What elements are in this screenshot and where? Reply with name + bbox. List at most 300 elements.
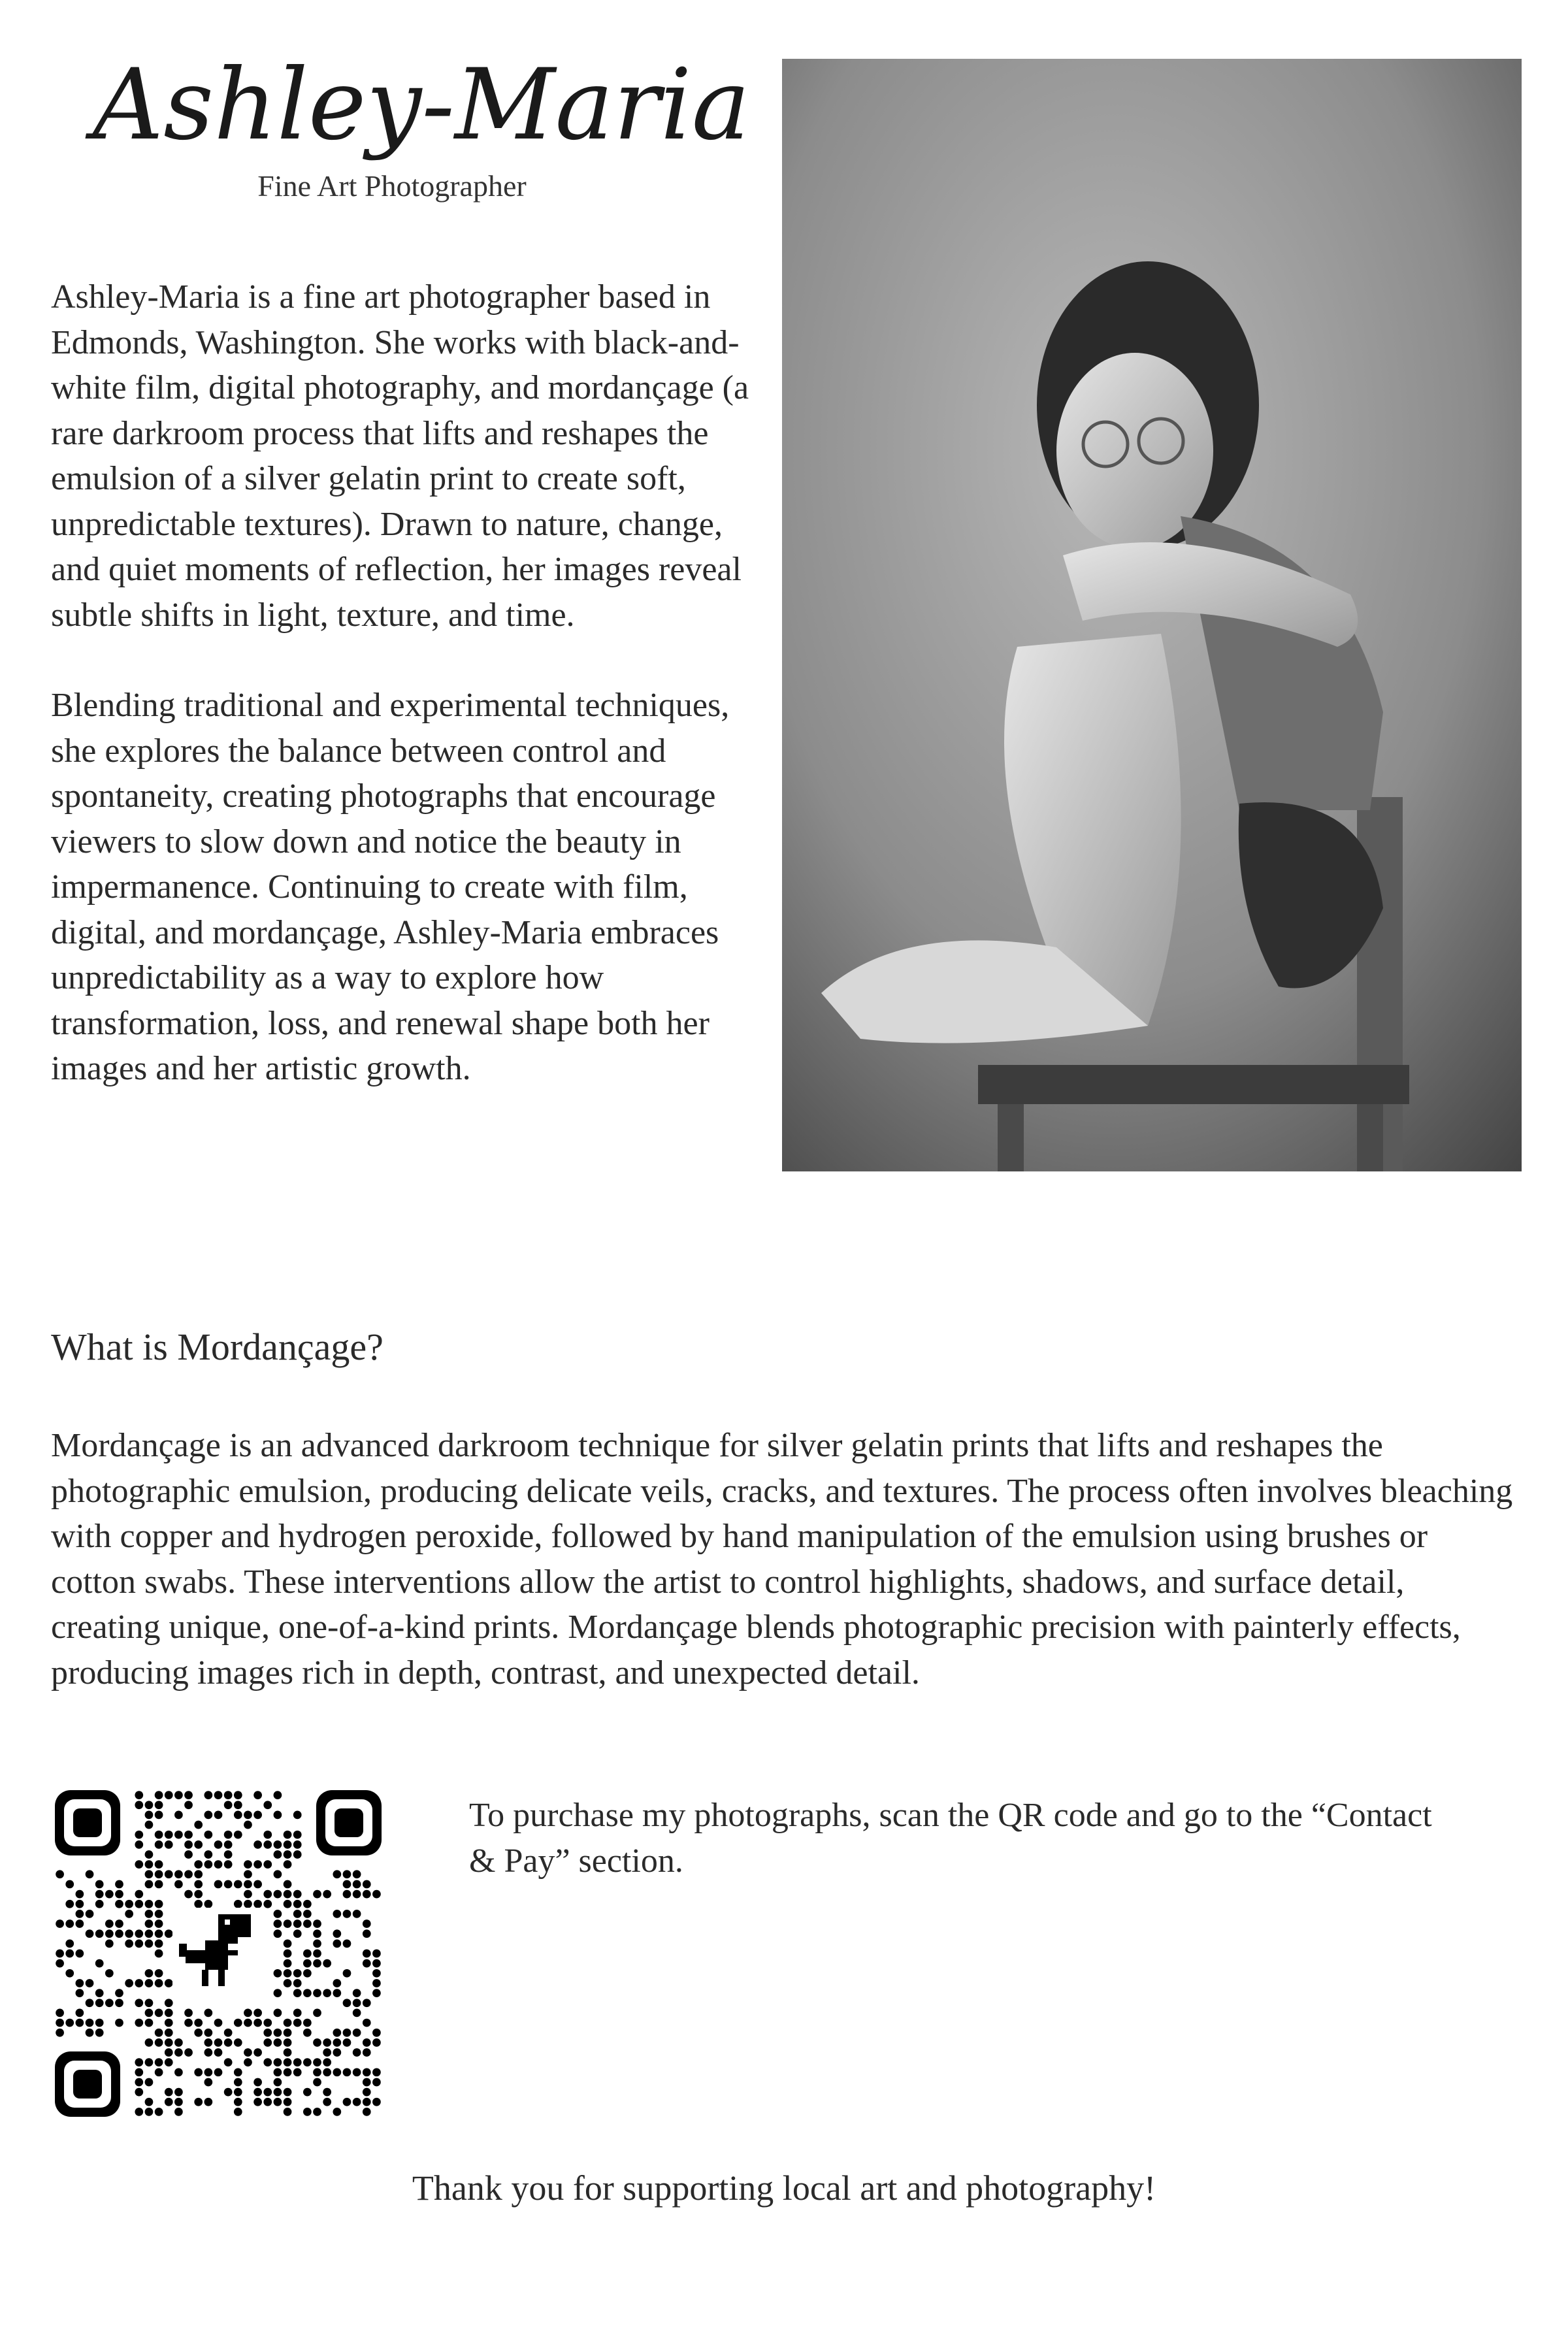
qr-dot	[274, 1890, 282, 1899]
qr-dot	[363, 1919, 371, 1928]
qr-dot	[323, 1890, 331, 1899]
qr-dot	[76, 1890, 84, 1899]
qr-dot	[56, 2029, 64, 2037]
qr-dot	[155, 1910, 163, 1918]
qr-dot	[224, 2038, 233, 2047]
qr-dot	[234, 1880, 242, 1889]
qr-dot	[194, 1890, 203, 1899]
qr-dot	[165, 1840, 173, 1849]
qr-dot	[363, 1880, 371, 1889]
qr-dot	[303, 1959, 312, 1968]
qr-dot	[353, 2009, 361, 2017]
qr-dot	[372, 1890, 381, 1899]
qr-dot	[234, 2038, 242, 2047]
qr-dot	[353, 1989, 361, 1997]
qr-dot	[145, 1811, 154, 1820]
qr-dot	[194, 1880, 203, 1889]
qr-dot	[224, 1801, 233, 1809]
qr-dot	[253, 2088, 262, 2097]
qr-dot	[372, 1969, 381, 1978]
qr-dot	[293, 1969, 302, 1978]
qr-dot	[165, 2048, 173, 2057]
qr-dot	[274, 2068, 282, 2076]
qr-dot	[115, 1919, 123, 1928]
qr-dot	[204, 1860, 212, 1869]
qr-dot	[145, 1870, 154, 1878]
qr-dot	[145, 1919, 154, 1928]
qr-dot	[343, 1939, 351, 1948]
qr-dot	[313, 1989, 321, 1997]
qr-dot	[293, 1989, 302, 1997]
qr-dot	[56, 1950, 64, 1958]
qr-dot	[263, 1831, 272, 1839]
qr-dot	[372, 2068, 381, 2076]
qr-dot	[204, 2078, 212, 2087]
qr-dot	[274, 2058, 282, 2066]
qr-dot	[115, 1880, 123, 1889]
qr-dot	[363, 2078, 371, 2087]
qr-dot	[363, 2088, 371, 2097]
qr-dot	[303, 2108, 312, 2116]
qr-dot	[105, 1919, 114, 1928]
qr-dot	[65, 1939, 74, 1948]
qr-dot	[372, 1989, 381, 1997]
qr-dot	[204, 2029, 212, 2037]
qr-dot	[333, 1929, 341, 1938]
qr-dot	[86, 1979, 94, 1987]
qr-dot	[165, 2088, 173, 2097]
qr-dot	[204, 1831, 212, 1839]
qr-dot	[135, 1979, 143, 1987]
bio-paragraph-1: Ashley-Maria is a fine art photographer based in Edmonds, Washington. She works with black-and-white film, digital photography, and mordançage (a rare darkroom process that lifts and reshapes the emulsion of a silver gelatin print to create soft, unpredictable textures). Drawn to nature, change, and quiet moments of reflection, her images reveal subtle shifts in light, texture, and time.	[51, 278, 749, 634]
qr-dot	[284, 2048, 292, 2057]
qr-dot	[284, 1890, 292, 1899]
qr-dot	[184, 1840, 193, 1849]
qr-dot	[284, 1880, 292, 1889]
photographer-role: Fine Art Photographer	[257, 169, 527, 203]
qr-dot	[372, 2038, 381, 2047]
qr-dot	[76, 1900, 84, 1908]
qr-dot	[184, 2048, 193, 2057]
qr-dot	[303, 2088, 312, 2097]
qr-dot	[263, 2038, 272, 2047]
qr-dot	[174, 2068, 183, 2076]
qr-dot	[174, 2038, 183, 2047]
qr-dot	[56, 1870, 64, 1878]
qr-dot	[125, 1979, 133, 1987]
qr-dot	[145, 2108, 154, 2116]
qr-dot	[303, 1989, 312, 1997]
qr-dot	[244, 1811, 252, 1820]
qr-dot	[135, 1831, 143, 1839]
qr-dot	[293, 2068, 302, 2076]
qr-dot	[86, 2029, 94, 2037]
qr-dot	[333, 2038, 341, 2047]
qr-dot	[194, 2098, 203, 2106]
qr-dot	[234, 1801, 242, 1809]
qr-dot	[165, 1979, 173, 1987]
qr-dot	[313, 2108, 321, 2116]
qr-dot	[155, 1929, 163, 1938]
qr-dot	[293, 2058, 302, 2066]
qr-dot	[333, 2108, 341, 2116]
qr-dot	[263, 1801, 272, 1809]
qr-dot	[323, 2088, 331, 2097]
qr-dot	[274, 2009, 282, 2017]
qr-dot	[155, 1840, 163, 1849]
qr-dot	[214, 1811, 223, 1820]
qr-dot	[135, 1791, 143, 1799]
qr-dot	[155, 1969, 163, 1978]
photographer-signature	[92, 47, 751, 171]
qr-dot	[165, 1791, 173, 1799]
qr-dot	[313, 2068, 321, 2076]
qr-dot	[135, 1801, 143, 1809]
qr-dot	[274, 2078, 282, 2087]
qr-dot	[56, 2019, 64, 2027]
qr-dot	[155, 2029, 163, 2037]
qr-dot	[214, 2068, 223, 2076]
qr-dot	[135, 2108, 143, 2116]
qr-dot	[95, 1929, 104, 1938]
qr-dot	[145, 2038, 154, 2047]
qr-dot	[86, 1929, 94, 1938]
qr-dot	[313, 2078, 321, 2087]
qr-dot	[76, 1950, 84, 1958]
qr-dot	[274, 1811, 282, 1820]
qr-dot	[194, 2019, 203, 2027]
qr-dot	[313, 1939, 321, 1948]
qr-dot	[293, 1850, 302, 1859]
qr-dot	[135, 2019, 143, 2027]
qr-dot	[323, 2048, 331, 2057]
qr-dot	[313, 2009, 321, 2017]
qr-dot	[303, 1900, 312, 1908]
qr-dot	[194, 1860, 203, 1869]
qr-dot	[274, 1850, 282, 1859]
qr-dot	[204, 2009, 212, 2017]
qr-dot	[284, 1900, 292, 1908]
qr-dot	[274, 1929, 282, 1938]
qr-dot	[343, 1880, 351, 1889]
qr-dot	[284, 2058, 292, 2066]
qr-dot	[224, 1791, 233, 1799]
qr-dot	[363, 2048, 371, 2057]
qr-dot	[244, 2058, 252, 2066]
qr-dot	[155, 1811, 163, 1820]
qr-dot	[303, 2029, 312, 2037]
purchase-instructions: To purchase my photographs, scan the QR code and go to the “Contact & Pay” section.	[469, 1797, 1432, 1880]
qr-dot	[263, 1840, 272, 1849]
qr-dot	[115, 2019, 123, 2027]
qr-dot	[165, 1929, 173, 1938]
qr-dot	[76, 1910, 84, 1918]
qr-dot	[284, 2098, 292, 2106]
qr-dot	[244, 1860, 252, 1869]
qr-dot	[234, 2078, 242, 2087]
qr-dot	[313, 1919, 321, 1928]
qr-dot	[284, 1919, 292, 1928]
qr-dot	[293, 1900, 302, 1908]
qr-dot	[135, 1840, 143, 1849]
qr-dot	[184, 1850, 193, 1859]
qr-dot	[284, 2108, 292, 2116]
qr-dot	[224, 2058, 233, 2066]
qr-dot	[95, 1890, 104, 1899]
qr-dot	[303, 1969, 312, 1978]
qr-dot	[313, 1890, 321, 1899]
qr-dot	[214, 1860, 223, 1869]
qr-dot	[353, 1999, 361, 2007]
qr-dot	[145, 1850, 154, 1859]
qr-dot	[323, 2068, 331, 2076]
qr-dot	[194, 1840, 203, 1849]
qr-dot	[244, 2019, 252, 2027]
qr-dot	[65, 2019, 74, 2027]
qr-dot	[343, 2068, 351, 2076]
qr-dot	[65, 1919, 74, 1928]
qr-dot	[284, 2068, 292, 2076]
qr-dot	[165, 2058, 173, 2066]
qr-dot	[263, 2058, 272, 2066]
qr-dot	[293, 1919, 302, 1928]
qr-dot	[95, 1880, 104, 1889]
qr-dot	[224, 2029, 233, 2037]
qr-dot	[125, 1939, 133, 1948]
qr-dot	[284, 2019, 292, 2027]
qr-dot	[363, 1959, 371, 1968]
artist-portrait-photo	[782, 59, 1522, 1171]
qr-dot	[284, 2038, 292, 2047]
qr-dot	[303, 2019, 312, 2027]
qr-dot	[224, 1860, 233, 1869]
qr-dot	[105, 1890, 114, 1899]
qr-dot	[234, 2019, 242, 2027]
qr-dot	[244, 1821, 252, 1829]
qr-dot	[333, 1979, 341, 1987]
qr-dot	[155, 2009, 163, 2017]
qr-dot	[274, 2088, 282, 2097]
qr-finder-top-left	[55, 1790, 120, 1855]
qr-dot	[184, 1791, 193, 1799]
qr-dot	[115, 1999, 123, 2007]
qr-dot	[56, 1919, 64, 1928]
qr-dot	[353, 1870, 361, 1878]
qr-dot	[155, 1979, 163, 1987]
qr-dot	[125, 1900, 133, 1908]
qr-dot	[274, 2038, 282, 2047]
qr-dot	[174, 1870, 183, 1878]
qr-dot	[284, 1860, 292, 1869]
qr-dot	[145, 2058, 154, 2066]
qr-dot	[95, 2029, 104, 2037]
qr-dot	[293, 1910, 302, 1918]
qr-dot	[145, 1969, 154, 1978]
qr-dot	[333, 2068, 341, 2076]
bio-paragraph-2: Blending traditional and experimental techniques, she explores the balance between control and spontaneity, creating photographs that encourage viewers to slow down and notice the beauty in impermanence. Continuing to create with film, digital, and mordançage, Ashley-Maria embraces unpredictability as a way to explore how transformation, loss, and renewal shape both her images and her artistic growth.	[51, 687, 730, 1087]
qr-dot	[86, 1999, 94, 2007]
qr-dot	[155, 1860, 163, 1869]
qr-dot	[86, 1910, 94, 1918]
qr-dot	[263, 1890, 272, 1899]
qr-dot	[145, 1929, 154, 1938]
qr-dot	[145, 2009, 154, 2017]
qr-dot	[224, 2088, 233, 2097]
qr-dot	[303, 2058, 312, 2066]
qr-dot	[363, 2068, 371, 2076]
qr-dot	[372, 2078, 381, 2087]
qr-dot	[214, 2038, 223, 2047]
qr-dot	[65, 1880, 74, 1889]
qr-dot	[214, 1880, 223, 1889]
qr-dot	[86, 2019, 94, 2027]
qr-dot	[253, 1860, 262, 1869]
qr-dot	[343, 2038, 351, 2047]
qr-dot	[343, 2029, 351, 2037]
qr-dot	[174, 1831, 183, 1839]
qr-dot	[253, 2019, 262, 2027]
qr-dot	[343, 2098, 351, 2106]
section-heading: What is Mordançage?	[51, 1326, 384, 1368]
qr-dot	[204, 1900, 212, 1908]
qr-dot	[343, 1870, 351, 1878]
qr-dot	[204, 2098, 212, 2106]
qr-finder-bottom-left	[55, 2051, 120, 2117]
qr-dot	[313, 1950, 321, 1958]
qr-dot	[204, 2038, 212, 2047]
qr-dot	[333, 2029, 341, 2037]
qr-dot	[95, 1989, 104, 1997]
qr-dot	[165, 1999, 173, 2007]
qr-dot	[313, 1959, 321, 1968]
qr-dot	[244, 1900, 252, 1908]
qr-dot	[165, 2098, 173, 2106]
qr-dot	[263, 2088, 272, 2097]
qr-dot	[263, 2019, 272, 2027]
qr-dot	[194, 2029, 203, 2037]
qr-dot	[155, 1870, 163, 1878]
qr-dot	[174, 1880, 183, 1889]
qr-dot	[234, 1811, 242, 1820]
qr-dot	[204, 1811, 212, 1820]
qr-dot	[155, 2108, 163, 2116]
qr-dot	[372, 1979, 381, 1987]
qr-dot	[253, 1880, 262, 1889]
qr-dot	[303, 1950, 312, 1958]
qr-dot	[353, 2048, 361, 2057]
qr-dot	[244, 1890, 252, 1899]
qr-dot	[253, 2078, 262, 2087]
qr-dot	[145, 1880, 154, 1889]
qr-dot	[155, 1831, 163, 1839]
qr-dot	[56, 2009, 64, 2017]
qr-dot	[155, 1801, 163, 1809]
qr-dot	[135, 1939, 143, 1948]
qr-dot	[234, 2108, 242, 2116]
qr-dot	[284, 2088, 292, 2097]
qr-dot	[363, 1929, 371, 1938]
qr-dot	[184, 1870, 193, 1878]
qr-dot	[253, 2098, 262, 2106]
qr-dot	[76, 2019, 84, 2027]
qr-finder-top-right	[316, 1790, 382, 1855]
qr-dot	[174, 1791, 183, 1799]
qr-dot	[165, 2009, 173, 2017]
qr-dot	[363, 2098, 371, 2106]
qr-dot	[333, 1939, 341, 1948]
qr-dot	[214, 1840, 223, 1849]
qr-dot	[274, 1919, 282, 1928]
qr-dot	[284, 1831, 292, 1839]
qr-dot	[234, 1791, 242, 1799]
qr-dot	[263, 1900, 272, 1908]
qr-dot	[184, 1801, 193, 1809]
qr-dot	[234, 2068, 242, 2076]
qr-dot	[165, 2029, 173, 2037]
qr-dot	[204, 1850, 212, 1859]
qr-dot	[145, 1910, 154, 1918]
qr-dot	[145, 1900, 154, 1908]
qr-dot	[293, 1890, 302, 1899]
qr-dot	[135, 1999, 143, 2007]
qr-dot	[234, 2098, 242, 2106]
qr-dot	[135, 1890, 143, 1899]
qr-dot	[194, 1821, 203, 1829]
qr-dot	[274, 1989, 282, 1997]
qr-dot	[323, 2038, 331, 2047]
qr-dot	[155, 1791, 163, 1799]
qr-dot	[145, 1860, 154, 1869]
qr-dot	[274, 1840, 282, 1849]
artist-bio	[51, 274, 776, 1137]
qr-dot	[293, 2009, 302, 2017]
thank-you-message: Thank you for supporting local art and photography!	[412, 2168, 1156, 2208]
qr-dot	[293, 1831, 302, 1839]
qr-dot	[284, 1840, 292, 1849]
qr-dot	[165, 1870, 173, 1878]
qr-dot	[293, 1929, 302, 1938]
qr-dot	[263, 2029, 272, 2037]
qr-dot	[105, 1999, 114, 2007]
qr-dot	[333, 1870, 341, 1878]
qr-dot	[76, 1919, 84, 1928]
qr-dot	[76, 1979, 84, 1987]
qr-dot	[224, 1850, 233, 1859]
qr-dot	[105, 1929, 114, 1938]
qr-dot	[274, 1910, 282, 1918]
qr-dot	[224, 1831, 233, 1839]
qr-dot	[155, 1939, 163, 1948]
qr-code[interactable]	[55, 1790, 382, 2117]
qr-dot	[284, 1850, 292, 1859]
qr-dot	[184, 1890, 193, 1899]
qr-dot	[95, 1900, 104, 1908]
qr-dot	[155, 1880, 163, 1889]
qr-dot	[145, 1801, 154, 1809]
qr-dot	[372, 2098, 381, 2106]
qr-dot	[145, 1821, 154, 1829]
qr-dot	[363, 1999, 371, 2007]
qr-dot	[76, 1989, 84, 1997]
qr-dot	[145, 2078, 154, 2087]
qr-dot	[155, 1919, 163, 1928]
qr-dot	[372, 2029, 381, 2037]
qr-dot	[353, 1880, 361, 1889]
qr-dot	[333, 2048, 341, 2057]
qr-dot	[115, 1890, 123, 1899]
qr-dot	[165, 2038, 173, 2047]
qr-dot	[135, 2068, 143, 2076]
